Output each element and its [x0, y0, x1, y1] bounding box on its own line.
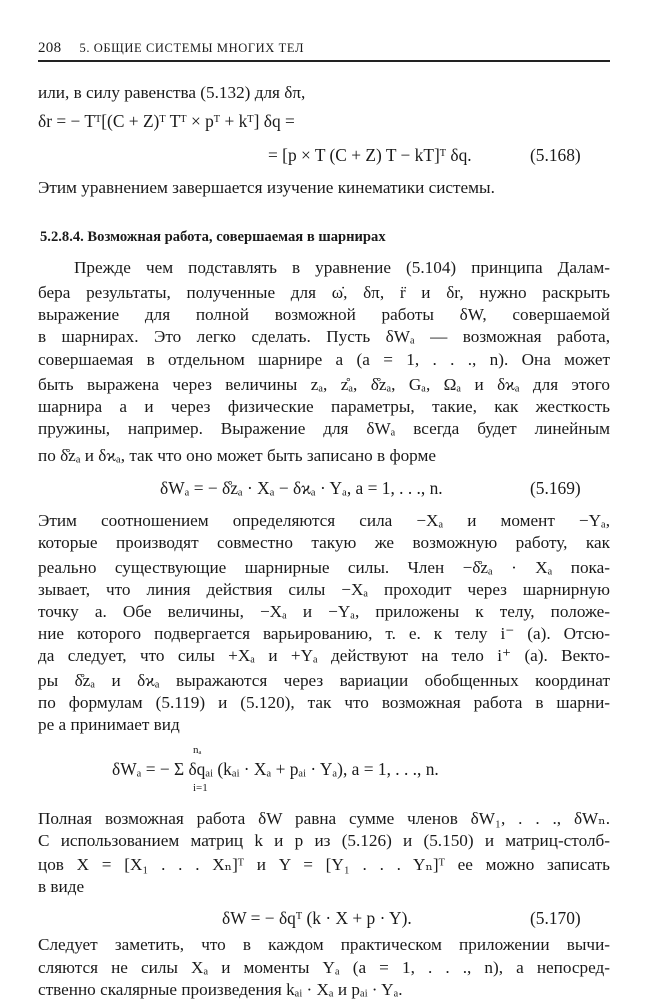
para-line-8: пружины, например. Выражение для δWₐ всегда будет линейным	[38, 419, 610, 438]
equation-number-169: (5.169)	[530, 478, 581, 498]
para2-line-3: реально существующие шарнирные силы. Член −δ̊zₐ · Xₐ пока-	[38, 558, 610, 577]
para-line-6: быть выражена через величины zₐ, z̊ₐ, δ̊zₐ, Gₐ, Ωₐ и δϰₐ для этого	[38, 375, 610, 394]
running-header	[38, 40, 304, 57]
para2-line-4: зывает, что линия действия силы −Xₐ проходит через шарнирную	[38, 580, 610, 599]
para-line-7: шарнира a и через физические параметры, такие, как жесткость	[38, 397, 610, 416]
para4-line-3: ственно скалярные произведения kₐᵢ · Xₐ и pₐᵢ · Yₐ.	[38, 980, 403, 999]
text-line-1: или, в силу равенства (5.132) для δπ,	[38, 83, 306, 102]
para-line-4: в шарнирах. Это легко сделать. Пусть δWₐ — возможная работа,	[38, 327, 610, 346]
equation-169: δWₐ = − δ̊zₐ · Xₐ − δϰₐ · Yₐ, a = 1, . . ., n.	[160, 478, 443, 498]
page-number: 208	[38, 40, 62, 56]
section-heading: 5.2.8.4. Возможная работа, совершаемая в шарнирах	[40, 229, 386, 245]
para3-line-3: цов X = [X₁ . . . Xₙ]ᵀ и Y = [Y₁ . . . Yₙ]ᵀ ее можно записать	[38, 855, 610, 874]
para4-line-1: Следует заметить, что в каждом практическом приложении вычи-	[38, 935, 610, 954]
equation-168-line-1: δr = − Tᵀ[(C + Z)ᵀ Tᵀ × pᵀ + kᵀ] δq =	[38, 111, 295, 131]
para3-line-2: С использованием матриц k и p из (5.126) и (5.150) и матриц-столб-	[38, 831, 610, 850]
running-title: 5. ОБЩИЕ СИСТЕМЫ МНОГИХ ТЕЛ	[79, 41, 305, 55]
para2-line-6: ние которого подвергается варьированию, т. е. к телу i⁻ (a). Отсю-	[38, 624, 610, 643]
header-rule	[38, 60, 610, 62]
equation-number-170: (5.170)	[530, 908, 581, 928]
para2-line-5: точку a. Обе величины, −Xₐ и −Yₐ, приложены к телу, положе-	[38, 602, 610, 621]
para3-line-4: в виде	[38, 877, 85, 896]
para2-line-2: которые производят совместно такую же возможную работу, как	[38, 533, 610, 552]
para-line-1: Прежде чем подставлять в уравнение (5.104) принципа Далам-	[74, 258, 610, 277]
para-line-5: совершаемая в отдельном шарнире a (a = 1, . . ., n). Она может	[38, 350, 610, 369]
sum-lower-limit: i=1	[193, 782, 208, 794]
equation-number-168: (5.168)	[530, 145, 581, 165]
equation-170: δW = − δqᵀ (k · X + p · Y).	[222, 908, 412, 928]
para-line-2: бера результаты, полученные для ω̇, δπ, r̈ и δr, нужно раскрыть	[38, 283, 610, 302]
para2-line-8: ры δ̊zₐ и δϰₐ выражаются через вариации обобщенных координат	[38, 671, 610, 690]
para2-line-7: да следует, что силы +Xₐ и +Yₐ действуют на тело i⁺ (a). Векто-	[38, 646, 610, 665]
sum-upper-limit: nₐ	[193, 744, 202, 756]
equation-sum: δWₐ = − Σ δqₐᵢ (kₐᵢ · Xₐ + pₐᵢ · Yₐ), a = 1, . . ., n.	[112, 759, 439, 779]
para2-line-10: ре a принимает вид	[38, 715, 180, 734]
text-line-2: Этим уравнением завершается изучение кинематики системы.	[38, 178, 495, 197]
para-line-3: выражение для полной возможной работы δW, совершаемой	[38, 305, 610, 324]
equation-168-line-2: = [p × T (C + Z) T − kT]ᵀ δq.	[268, 145, 472, 165]
para2-line-9: по формулам (5.119) и (5.120), так что возможная работа в шарни-	[38, 693, 610, 712]
para2-line-1: Этим соотношением определяются сила −Xₐ и момент −Yₐ,	[38, 511, 610, 530]
para-line-9: по δ̊zₐ и δϰₐ, так что оно может быть записано в форме	[38, 446, 437, 465]
para4-line-2: сляются не силы Xₐ и моменты Yₐ (a = 1, . . ., n), а непосред-	[38, 958, 610, 977]
para3-line-1: Полная возможная работа δW равна сумме членов δW₁, . . ., δWₙ.	[38, 809, 610, 828]
